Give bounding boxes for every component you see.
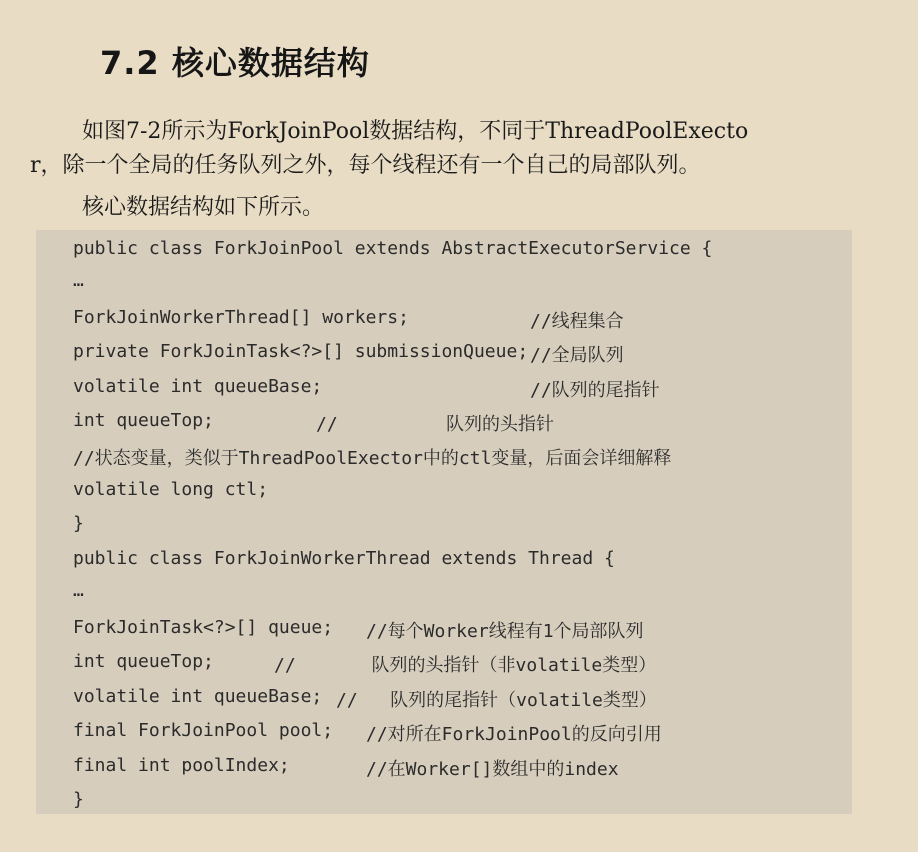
code-line: int queueTop; <box>73 651 214 672</box>
code-line: private ForkJoinTask<?>[] submissionQueue; <box>73 341 529 362</box>
code-line: volatile int queueBase; <box>73 686 323 707</box>
code-line: volatile int queueBase; <box>73 376 323 397</box>
code-line: ForkJoinWorkerThread[] workers; <box>73 307 409 328</box>
code-line: final int poolIndex; <box>73 755 290 776</box>
code-line: //状态变量，类似于ThreadPoolExector中的ctl变量，后面会详细解释 <box>73 448 672 469</box>
code-line: ForkJoinTask<?>[] queue; <box>73 617 334 638</box>
code-line: } <box>73 513 84 534</box>
code-comment: //对所在ForkJoinPool的反向引用 <box>366 724 662 745</box>
paragraph-line-2: r，除一个全局的任务队列之外，每个线程还有一个自己的局部队列。 <box>30 153 701 178</box>
section-title: 7.2 核心数据结构 <box>100 44 370 82</box>
code-comment: //队列的尾指针 <box>530 380 660 401</box>
code-comment: //线程集合 <box>530 311 624 332</box>
code-line: int queueTop; <box>73 410 214 431</box>
code-comment: //全局队列 <box>530 345 624 366</box>
code-line: volatile long ctl; <box>73 479 269 500</box>
code-comment: //在Worker[]数组中的index <box>366 759 619 780</box>
code-line: public class ForkJoinPool extends AbstractExecutorService { <box>73 238 713 259</box>
paragraph-line-1: 如图7-2所示为ForkJoinPool数据结构，不同于ThreadPoolExecto <box>82 119 749 144</box>
code-comment: //每个Worker线程有1个局部队列 <box>366 621 644 642</box>
code-comment: // 队列的尾指针（volatile类型） <box>336 690 657 711</box>
code-line: public class ForkJoinWorkerThread extends Thread { <box>73 548 615 569</box>
code-comment: // 队列的头指针（非volatile类型） <box>274 655 657 676</box>
code-line: final ForkJoinPool pool; <box>73 720 334 741</box>
code-line: } <box>73 789 84 810</box>
code-block <box>36 230 852 814</box>
paragraph-line-3: 核心数据结构如下所示。 <box>82 195 325 220</box>
code-comment: // 队列的头指针 <box>316 414 555 435</box>
code-line: … <box>73 270 84 291</box>
code-line: … <box>73 580 84 601</box>
